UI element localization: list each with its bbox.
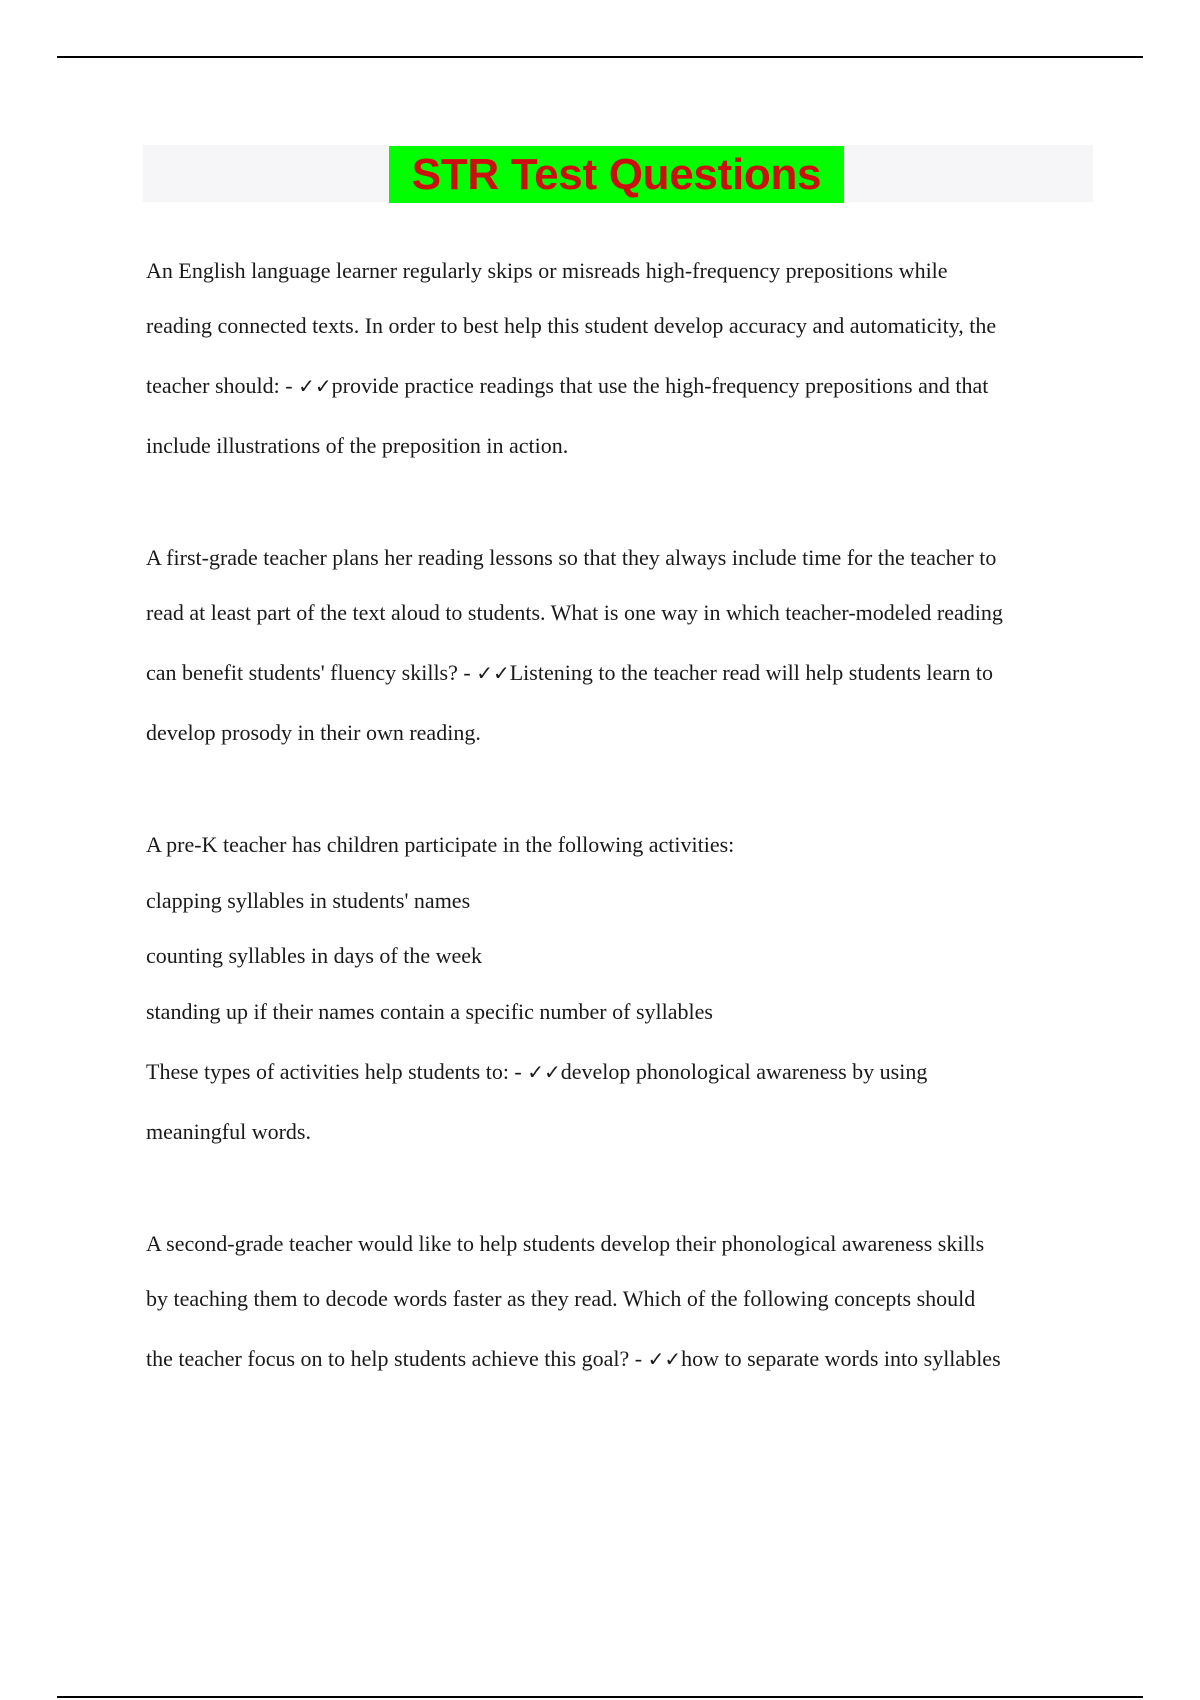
q3-line-1: A pre-K teacher has children participate in the following activities: xyxy=(146,832,735,857)
q3-line-3: counting syllables in days of the week xyxy=(146,943,483,968)
q3-line-5 xyxy=(146,1058,927,1086)
q3-line-2: clapping syllables in students' names xyxy=(146,888,471,913)
q1-line-4: include illustrations of the preposition in action. xyxy=(146,433,569,458)
q3-line-4: standing up if their names contain a specific number of syllables xyxy=(146,999,713,1024)
q2-prompt-end: can benefit students' fluency skills? - xyxy=(146,660,477,685)
checkmark-icon: ✓✓ xyxy=(298,374,332,398)
q1-answer: provide practice readings that use the high-frequency prepositions and that xyxy=(331,373,989,398)
q3-prompt-end: These types of activities help students to: - xyxy=(146,1059,528,1084)
q2-line-4: develop prosody in their own reading. xyxy=(146,720,481,745)
q1-prompt-end: teacher should: - xyxy=(146,373,299,398)
checkmark-icon: ✓✓ xyxy=(476,661,510,685)
checkmark-icon: ✓✓ xyxy=(527,1060,561,1084)
q1-line-2: reading connected texts. In order to best help this student develop accuracy and automaticity, the xyxy=(146,313,997,338)
q2-line-2: read at least part of the text aloud to students. What is one way in which teacher-modeled reading xyxy=(146,600,1003,625)
checkmark-icon: ✓✓ xyxy=(647,1347,682,1371)
document-title: STR Test Questions xyxy=(389,146,844,203)
q4-answer: how to separate words into syllables xyxy=(681,1346,1001,1371)
q3-answer: develop phonological awareness by using xyxy=(560,1059,928,1084)
q2-line-3 xyxy=(146,659,993,687)
q4-line-2: by teaching them to decode words faster as they read. Which of the following concepts should xyxy=(146,1286,976,1311)
top-rule xyxy=(57,56,1143,58)
q2-answer: Listening to the teacher read will help students learn to xyxy=(509,660,993,685)
q4-prompt-end: the teacher focus on to help students achieve this goal? - xyxy=(146,1346,648,1371)
q4-line-3 xyxy=(146,1345,1001,1373)
q1-line-3 xyxy=(146,372,988,400)
q2-line-1: A first-grade teacher plans her reading lessons so that they always include time for the teacher to xyxy=(146,545,997,570)
q3-line-6: meaningful words. xyxy=(146,1119,311,1144)
q1-line-1: An English language learner regularly skips or misreads high-frequency prepositions while xyxy=(146,258,948,283)
bottom-rule xyxy=(57,1696,1143,1698)
q4-line-1: A second-grade teacher would like to help students develop their phonological awareness skills xyxy=(146,1231,985,1256)
